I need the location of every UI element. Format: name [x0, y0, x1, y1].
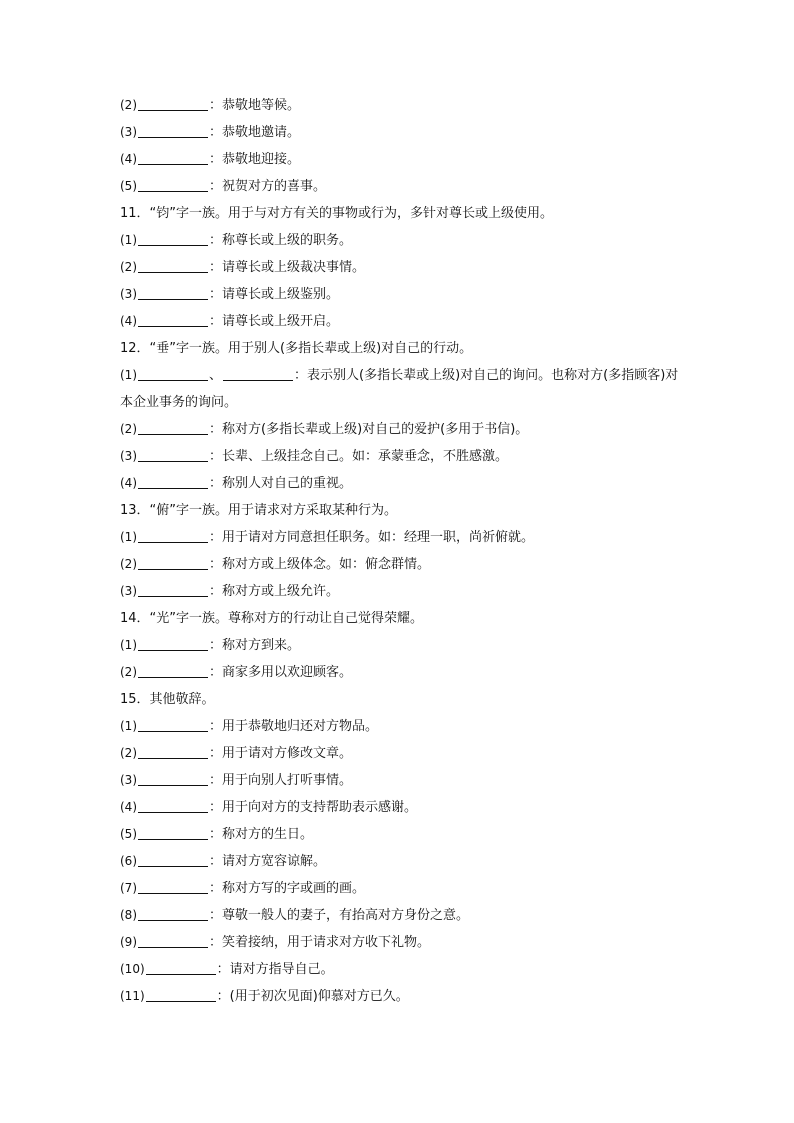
item-number: (10) — [120, 962, 145, 976]
item-definition: ：用于恭敬地归还对方物品。 — [209, 719, 379, 734]
heading-text: 11．“钧”字一族。用于与对方有关的事物或行为，多针对尊长或上级使用。 — [120, 206, 554, 221]
question-item — [120, 713, 680, 740]
item-definition: ：称对方或上级体念。如：俯念群情。 — [209, 557, 431, 572]
item-definition: ：笑着接纳，用于请求对方收下礼物。 — [209, 935, 431, 950]
question-item — [120, 470, 680, 497]
item-number: (2) — [120, 422, 137, 436]
section-heading — [120, 335, 680, 362]
item-number: (3) — [120, 287, 137, 301]
answer-blank[interactable] — [138, 258, 208, 273]
section-heading — [120, 686, 680, 713]
answer-blank[interactable] — [138, 150, 208, 165]
question-item — [120, 92, 680, 119]
heading-text: 14．“光”字一族。尊称对方的行动让自己觉得荣耀。 — [120, 611, 424, 626]
item-number: (6) — [120, 854, 137, 868]
answer-blank[interactable] — [138, 717, 208, 732]
item-number: (3) — [120, 584, 137, 598]
question-item — [120, 254, 680, 281]
question-item — [120, 983, 680, 1010]
answer-blank[interactable] — [223, 366, 293, 381]
exercise-list — [120, 92, 680, 1010]
item-number: (4) — [120, 800, 137, 814]
item-definition: ：请对方宽容谅解。 — [209, 854, 327, 869]
question-item — [120, 956, 680, 983]
item-definition: ：恭敬地邀请。 — [209, 125, 301, 140]
answer-blank[interactable] — [138, 447, 208, 462]
answer-blank[interactable] — [138, 420, 208, 435]
answer-blank[interactable] — [138, 582, 208, 597]
item-number: (7) — [120, 881, 137, 895]
item-number: (4) — [120, 314, 137, 328]
item-number: (2) — [120, 260, 137, 274]
item-number: (1) — [120, 530, 137, 544]
answer-blank[interactable] — [138, 177, 208, 192]
item-number: (3) — [120, 449, 137, 463]
item-definition: ：表示别人(多指长辈或上级)对自己的询问。也称对方(多指顾客)对本企业事务的询问。 — [120, 368, 679, 410]
item-definition: ：称别人对自己的重视。 — [209, 476, 353, 491]
question-item — [120, 902, 680, 929]
answer-blank[interactable] — [138, 366, 208, 381]
item-definition: ：用于请对方修改文章。 — [209, 746, 353, 761]
item-definition: ：用于向别人打听事情。 — [209, 773, 353, 788]
item-number: (3) — [120, 125, 137, 139]
answer-blank[interactable] — [146, 960, 216, 975]
item-definition: ：称对方或上级允许。 — [209, 584, 340, 599]
item-definition: ：恭敬地迎接。 — [209, 152, 301, 167]
question-item — [120, 146, 680, 173]
item-definition: ：称对方写的字或画的画。 — [209, 881, 366, 896]
heading-text: 12．“垂”字一族。用于别人(多指长辈或上级)对自己的行动。 — [120, 341, 473, 356]
item-number: (11) — [120, 989, 145, 1003]
item-number: (5) — [120, 179, 137, 193]
answer-blank[interactable] — [138, 555, 208, 570]
item-number: (4) — [120, 476, 137, 490]
item-definition: ：称尊长或上级的职务。 — [209, 233, 353, 248]
answer-blank[interactable] — [138, 636, 208, 651]
item-definition: ：长辈、上级挂念自己。如：承蒙垂念，不胜感激。 — [209, 449, 509, 464]
item-definition: ：尊敬一般人的妻子，有抬高对方身份之意。 — [209, 908, 470, 923]
item-definition: ：称对方到来。 — [209, 638, 301, 653]
answer-blank[interactable] — [138, 852, 208, 867]
question-item — [120, 659, 680, 686]
question-item — [120, 848, 680, 875]
item-number: (2) — [120, 98, 137, 112]
item-definition: ：恭敬地等候。 — [209, 98, 301, 113]
answer-blank[interactable] — [138, 528, 208, 543]
item-definition: ：请尊长或上级开启。 — [209, 314, 340, 329]
item-definition: ：用于请对方同意担任职务。如：经理一职，尚祈俯就。 — [209, 530, 535, 545]
item-number: (5) — [120, 827, 137, 841]
item-definition: ：祝贺对方的喜事。 — [209, 179, 327, 194]
question-item — [120, 929, 680, 956]
section-heading — [120, 605, 680, 632]
question-item — [120, 875, 680, 902]
item-number: (3) — [120, 773, 137, 787]
answer-blank[interactable] — [138, 96, 208, 111]
question-item — [120, 578, 680, 605]
answer-blank[interactable] — [138, 312, 208, 327]
item-number: (2) — [120, 746, 137, 760]
question-item — [120, 173, 680, 200]
item-number: (8) — [120, 908, 137, 922]
item-definition: ：商家多用以欢迎顾客。 — [209, 665, 353, 680]
blank-separator: 、 — [209, 368, 223, 383]
item-definition: ：请尊长或上级裁决事情。 — [209, 260, 366, 275]
item-definition: ：称对方(多指长辈或上级)对自己的爱护(多用于书信)。 — [209, 422, 529, 437]
question-item — [120, 740, 680, 767]
question-item — [120, 227, 680, 254]
question-item — [120, 821, 680, 848]
answer-blank[interactable] — [138, 906, 208, 921]
item-number: (1) — [120, 719, 137, 733]
question-item — [120, 308, 680, 335]
answer-blank[interactable] — [138, 771, 208, 786]
heading-text: 13．“俯”字一族。用于请求对方采取某种行为。 — [120, 503, 398, 518]
item-definition: ：称对方的生日。 — [209, 827, 314, 842]
answer-blank[interactable] — [138, 825, 208, 840]
item-number: (4) — [120, 152, 137, 166]
question-item — [120, 524, 680, 551]
answer-blank[interactable] — [138, 285, 208, 300]
question-item — [120, 767, 680, 794]
answer-blank[interactable] — [138, 744, 208, 759]
question-item — [120, 632, 680, 659]
question-item — [120, 416, 680, 443]
question-item — [120, 362, 680, 416]
question-item — [120, 794, 680, 821]
item-number: (1) — [120, 638, 137, 652]
answer-blank[interactable] — [138, 474, 208, 489]
section-heading — [120, 497, 680, 524]
heading-text: 15．其他敬辞。 — [120, 692, 215, 707]
question-item — [120, 281, 680, 308]
question-item — [120, 551, 680, 578]
item-number: (2) — [120, 557, 137, 571]
answer-blank[interactable] — [146, 987, 216, 1002]
item-number: (1) — [120, 233, 137, 247]
answer-blank[interactable] — [138, 231, 208, 246]
item-definition: ：请尊长或上级鉴别。 — [209, 287, 340, 302]
answer-blank[interactable] — [138, 798, 208, 813]
answer-blank[interactable] — [138, 663, 208, 678]
item-definition: ：用于向对方的支持帮助表示感谢。 — [209, 800, 418, 815]
question-item — [120, 119, 680, 146]
answer-blank[interactable] — [138, 879, 208, 894]
item-number: (9) — [120, 935, 137, 949]
item-number: (2) — [120, 665, 137, 679]
item-definition: ：(用于初次见面)仰慕对方已久。 — [216, 989, 409, 1004]
section-heading — [120, 200, 680, 227]
question-item — [120, 443, 680, 470]
item-number: (1) — [120, 368, 137, 382]
item-definition: ：请对方指导自己。 — [216, 962, 334, 977]
answer-blank[interactable] — [138, 123, 208, 138]
answer-blank[interactable] — [138, 933, 208, 948]
